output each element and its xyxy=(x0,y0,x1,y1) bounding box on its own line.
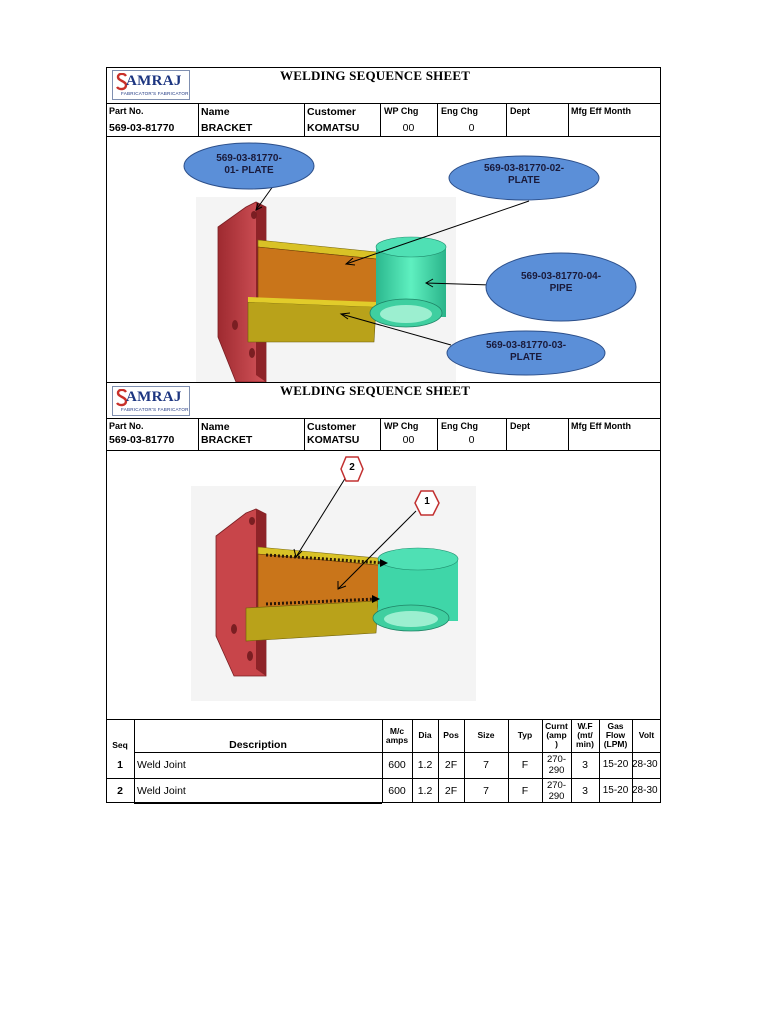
row-pos: 2F xyxy=(444,785,458,797)
row-typ: F xyxy=(521,759,529,771)
divider xyxy=(106,103,661,104)
col-divider xyxy=(198,418,199,450)
col-divider xyxy=(506,103,507,136)
row-description: Weld Joint xyxy=(137,759,186,771)
callout-pipe-04-line2: PIPE xyxy=(549,283,573,294)
dept-label: Dept xyxy=(510,421,530,431)
eng-chg-value: 0 xyxy=(468,122,475,134)
row-curnt-line1: 270- xyxy=(546,780,566,791)
customer-value: KOMATSU xyxy=(307,434,360,446)
col-dia-header: Dia xyxy=(418,730,432,740)
col-mc-amps-line1: M/c xyxy=(389,726,405,736)
col-divider xyxy=(304,103,305,136)
col-gas-line3: (LPM) xyxy=(603,739,628,749)
mfg-eff-month-label: Mfg Eff Month xyxy=(571,421,631,431)
name-value: BRACKET xyxy=(201,434,253,446)
plate-03 xyxy=(248,302,376,342)
col-divider xyxy=(506,418,507,450)
col-mc-amps-header xyxy=(382,727,412,745)
callout-plate-03-line2: PLATE xyxy=(509,352,543,363)
weld-marker-1-label: 1 xyxy=(424,496,430,507)
company-logo xyxy=(112,70,190,100)
callout-pipe-04-text xyxy=(485,271,637,295)
row-dia: 1.2 xyxy=(417,785,433,797)
eng-chg-label: Eng Chg xyxy=(441,106,478,116)
company-logo xyxy=(112,386,190,416)
wp-chg-value: 00 xyxy=(402,434,415,446)
row-description: Weld Joint xyxy=(137,785,186,797)
wp-chg-value: 00 xyxy=(402,122,415,134)
row-pos: 2F xyxy=(444,759,458,771)
divider xyxy=(106,418,661,419)
col-gas-line1: Gas xyxy=(607,721,624,731)
col-divider xyxy=(134,719,135,803)
row-gas-flow: 15-20 xyxy=(602,785,629,796)
callout-plate-01-line2: 01- PLATE xyxy=(224,165,274,176)
callout-plate-03-line1: 569-03-81770-03- xyxy=(485,340,567,351)
col-curnt-header xyxy=(542,722,571,749)
row-mc-amps: 600 xyxy=(388,759,406,771)
row-mc-amps: 600 xyxy=(388,785,406,797)
row-curnt xyxy=(542,754,571,776)
callout-plate-01-text xyxy=(183,153,315,177)
logo-name: AMRAJ xyxy=(126,389,182,405)
col-wf-line1: W.F xyxy=(577,721,593,731)
col-divider xyxy=(304,418,305,450)
table-top-border xyxy=(106,719,661,720)
row-divider xyxy=(106,778,661,779)
col-gas-flow-header xyxy=(599,722,632,749)
mfg-eff-month-label: Mfg Eff Month xyxy=(571,106,631,116)
col-gas-line2: Flow xyxy=(605,730,626,740)
callout-plate-02-line1: 569-03-81770-02- xyxy=(483,163,565,174)
col-wf-line3: min) xyxy=(576,739,594,749)
col-divider xyxy=(568,103,569,136)
logo-name: AMRAJ xyxy=(126,73,182,89)
callout-pipe-04-line1: 569-03-81770-04- xyxy=(520,271,602,282)
sheet-title: WELDING SEQUENCE SHEET xyxy=(280,68,471,83)
row-curnt-line2: 290 xyxy=(548,765,565,776)
col-volt-header: Volt xyxy=(638,730,655,740)
logo-tagline: FABRICATOR'S FABRICATOR xyxy=(121,407,189,412)
callout-plate-02-line2: PLATE xyxy=(507,175,541,186)
pipe-04 xyxy=(373,548,458,631)
col-wf-line2: (mt/ xyxy=(577,730,593,740)
row-volt: 28-30 xyxy=(632,785,658,796)
callout-plate-02-text xyxy=(448,163,600,187)
col-curnt-line2: (amp xyxy=(546,730,567,740)
pipe-04 xyxy=(370,237,446,327)
row-curnt xyxy=(542,780,571,802)
row-wf: 3 xyxy=(582,785,588,797)
eng-chg-value: 0 xyxy=(468,434,475,446)
part-no-label: Part No. xyxy=(109,106,144,116)
row-curnt-line2: 290 xyxy=(548,791,565,802)
part-no-value: 569-03-81770 xyxy=(109,122,175,134)
callout-plate-03-text xyxy=(446,340,606,364)
row-volt: 28-30 xyxy=(632,759,658,770)
row-seq: 1 xyxy=(117,759,123,771)
name-value: BRACKET xyxy=(201,122,253,134)
logo-tagline: FABRICATOR'S FABRICATOR xyxy=(121,91,189,96)
col-typ-header: Typ xyxy=(517,730,533,740)
col-divider xyxy=(568,418,569,450)
col-divider xyxy=(198,103,199,136)
callout-plate-01-line1: 569-03-81770- xyxy=(216,153,282,164)
weld-marker-2-label: 2 xyxy=(349,462,355,473)
col-curnt-line3: ) xyxy=(555,739,558,749)
sheet-title: WELDING SEQUENCE SHEET xyxy=(280,383,471,398)
dept-label: Dept xyxy=(510,106,530,116)
table-header-bottom xyxy=(134,752,661,753)
name-label: Name xyxy=(201,421,230,433)
col-mc-amps-line2: amps xyxy=(385,735,409,745)
row-divider xyxy=(134,803,382,804)
row-gas-flow: 15-20 xyxy=(602,759,629,770)
col-wf-header xyxy=(571,722,599,749)
customer-label: Customer xyxy=(307,421,357,433)
row-curnt-line1: 270- xyxy=(546,754,566,765)
col-seq-header: Seq xyxy=(112,740,128,750)
part-no-value: 569-03-81770 xyxy=(109,434,175,446)
col-description-header: Description xyxy=(229,739,287,751)
row-typ: F xyxy=(521,785,529,797)
customer-value: KOMATSU xyxy=(307,122,360,134)
part-no-label: Part No. xyxy=(109,421,144,431)
row-wf: 3 xyxy=(582,759,588,771)
name-label: Name xyxy=(201,106,230,118)
row-size: 7 xyxy=(483,759,489,771)
row-dia: 1.2 xyxy=(417,759,433,771)
weld-sequence-drawing xyxy=(106,451,661,719)
col-size-header: Size xyxy=(477,730,495,740)
eng-chg-label: Eng Chg xyxy=(441,421,478,431)
row-size: 7 xyxy=(483,785,489,797)
wp-chg-label: WP Chg xyxy=(384,106,419,116)
wp-chg-label: WP Chg xyxy=(384,421,419,431)
customer-label: Customer xyxy=(307,106,357,118)
col-pos-header: Pos xyxy=(443,730,459,740)
col-curnt-line1: Curnt xyxy=(545,721,568,731)
row-seq: 2 xyxy=(117,785,123,797)
